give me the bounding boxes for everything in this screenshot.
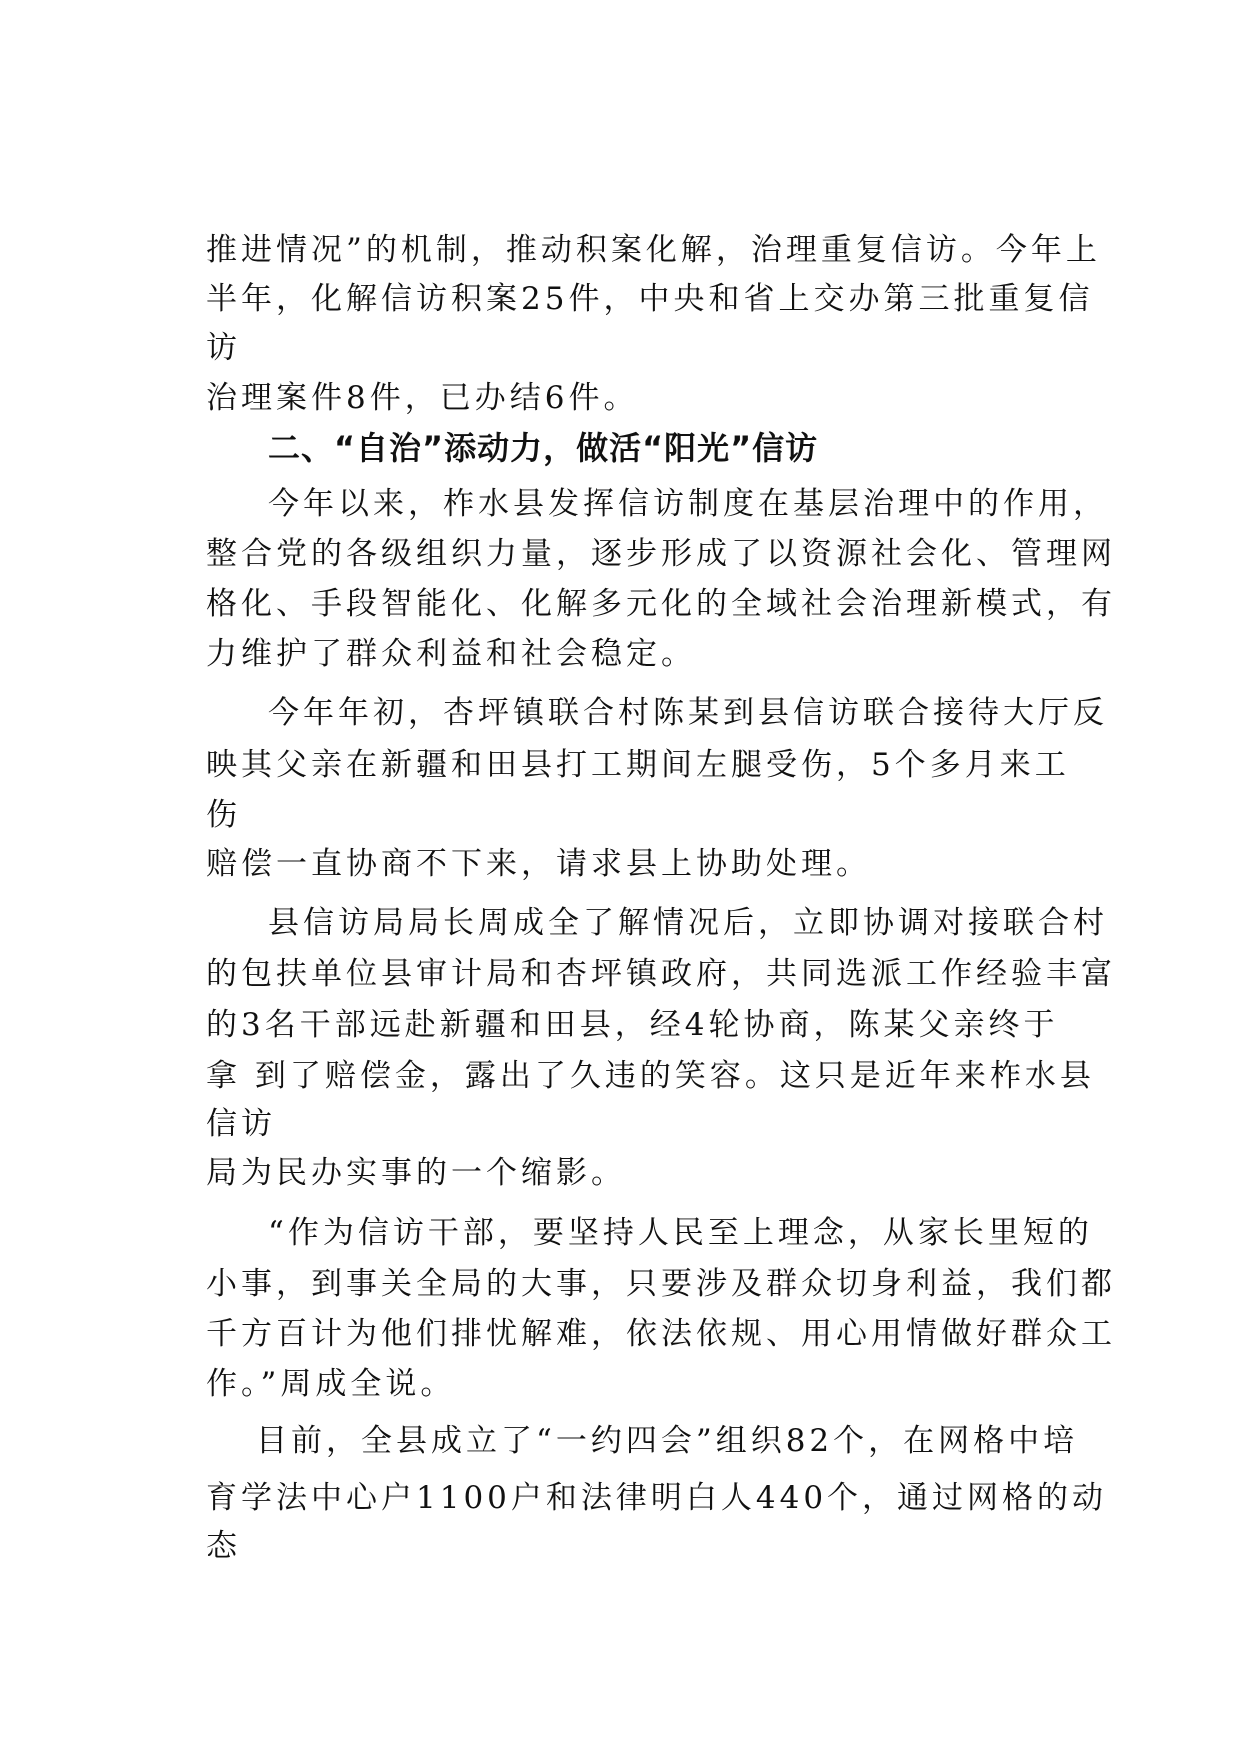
body-text-line: 访 [206,330,241,366]
body-text-line: 力维护了群众利益和社会稳定。 [206,636,696,672]
paragraph-first-line: 今年年初，杏坪镇联合村陈某到县信访联合接待大厅反 [268,695,1108,731]
body-text-line: 半年，化解信访积案25件，中央和省上交办第三批重复信 [206,281,1094,317]
body-text-line: 信访 [206,1106,276,1142]
body-text-line: 治理案件8件，已办结6件。 [206,380,639,416]
body-text-line: 伤 [206,797,241,833]
body-text-line: 赔偿一直协商不下来，请求县上协助处理。 [206,846,871,882]
body-text-line: 的包扶单位县审计局和杏坪镇政府，共同选派工作经验丰富 [206,956,1116,992]
body-text-line: 映其父亲在新疆和田县打工期间左腿受伤，5个多月来工 [206,747,1070,783]
body-text-line: 的3名干部远赴新疆和田县，经4轮协商，陈某父亲终于 [206,1007,1059,1043]
paragraph-first-line: 县信访局局长周成全了解情况后，立即协调对接联合村 [268,905,1108,941]
body-text-line: 千方百计为他们排忧解难，依法依规、用心用情做好群众工 [206,1316,1116,1352]
body-text-line: 整合党的各级组织力量，逐步形成了以资源社会化、管理网 [206,536,1116,572]
paragraph-first-line: 今年以来，柞水县发挥信访制度在基层治理中的作用， [268,486,1108,522]
body-text-line: 格化、手段智能化、化解多元化的全域社会治理新模式，有 [206,586,1116,622]
paragraph-first-line: 目前，全县成立了“一约四会”组织82个，在网格中培 [256,1423,1079,1459]
paragraph-first-line: “作为信访干部，要坚持人民至上理念，从家长里短的 [268,1215,1093,1251]
section-heading: 二、“自治”添动力，做活“阳光”信访 [268,429,819,467]
body-text-line: 拿 到了赔偿金，露出了久违的笑容。这只是近年来柞水县 [206,1058,1095,1094]
body-text-line: 态 [206,1528,241,1564]
body-text-line: 推进情况”的机制，推动积案化解，治理重复信访。今年上 [206,232,1101,268]
body-text-line: 育学法中心户1100户和法律明白人440个，通过网格的动 [206,1480,1108,1516]
body-text-line: 作。”周成全说。 [206,1366,456,1402]
body-text-line: 小事，到事关全局的大事，只要涉及群众切身利益，我们都 [206,1266,1116,1302]
body-text-line: 局为民办实事的一个缩影。 [206,1155,626,1191]
